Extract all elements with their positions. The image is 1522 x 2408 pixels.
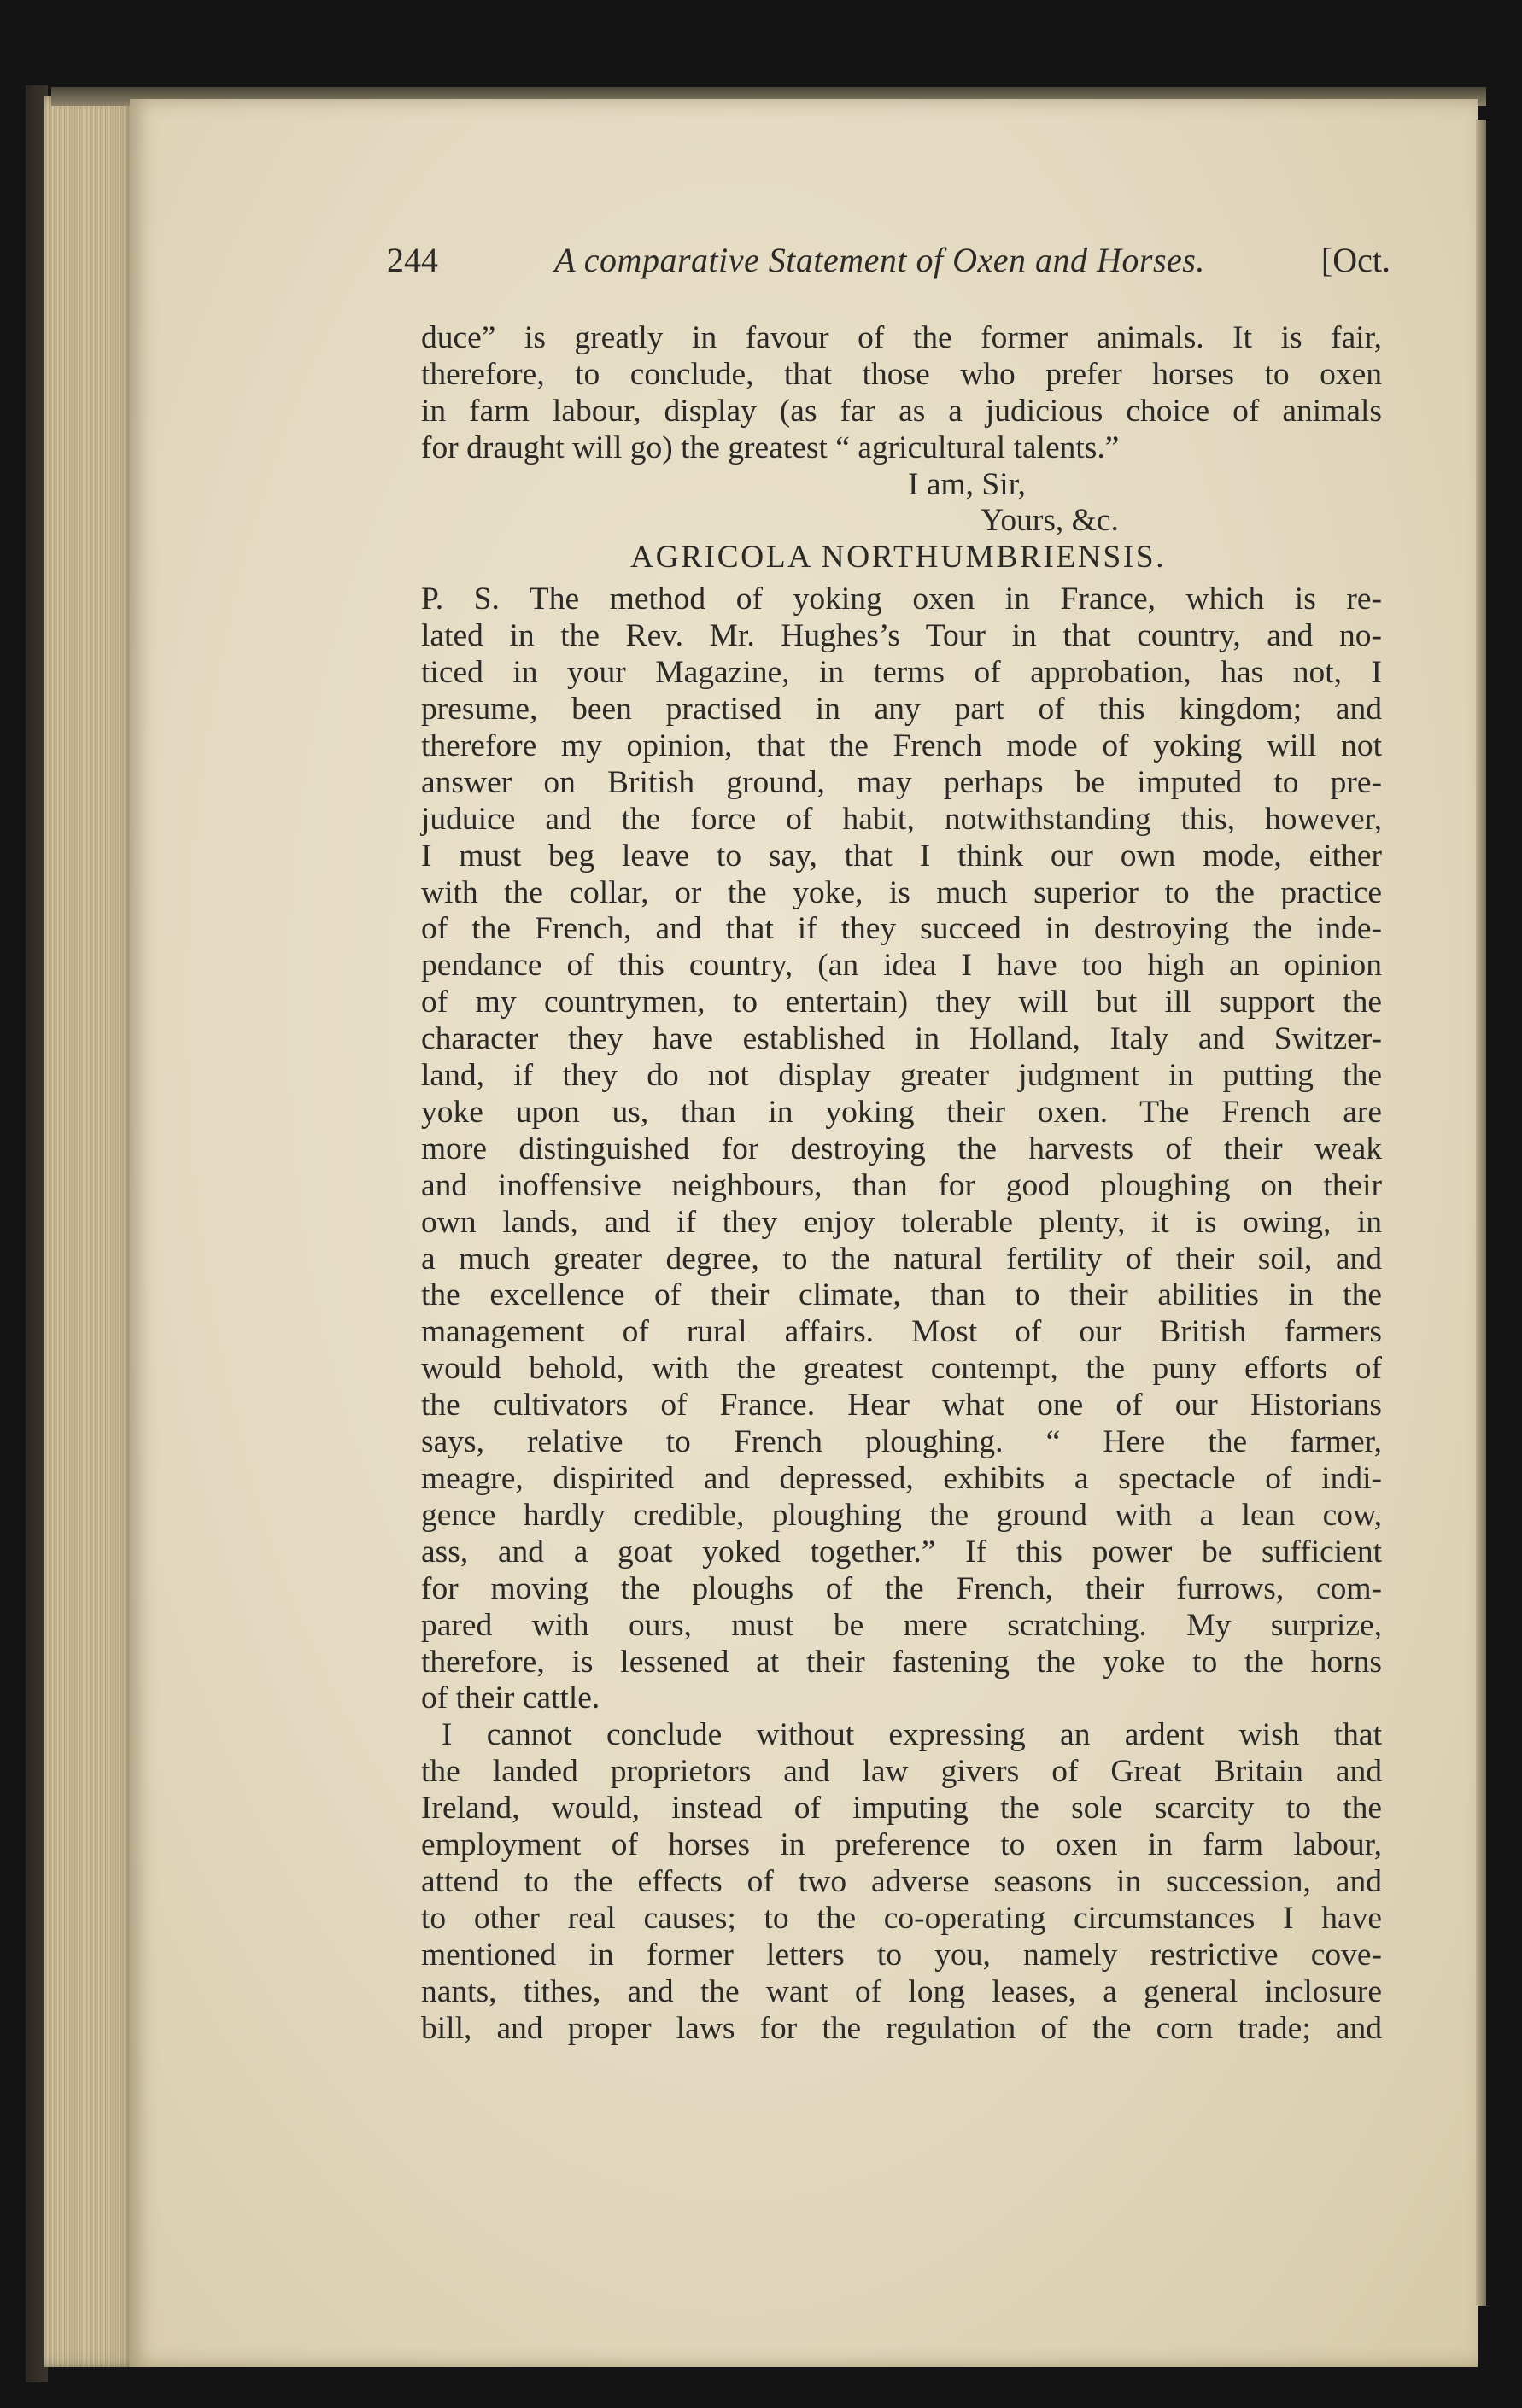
text-line: to other real causes; to the co-operating circumstances I have [421, 1900, 1382, 1936]
text-line: says, relative to French ploughing. “ Here the farmer, [421, 1424, 1382, 1460]
text-line: therefore, to conclude, that those who prefer horses to oxen [421, 356, 1382, 392]
text-line: own lands, and if they enjoy tolerable plenty, it is owing, in [421, 1204, 1382, 1240]
closing-yours: Yours, &c. [981, 503, 1119, 539]
text-line: meagre, dispirited and depressed, exhibits a spectacle of indi- [421, 1461, 1382, 1496]
text-line: and inoffensive neighbours, than for good ploughing on their [421, 1167, 1382, 1203]
text-line: juduice and the force of habit, notwithstanding this, however, [421, 801, 1382, 837]
text-line: ass, and a goat yoked together.” If this power be sufficient [421, 1534, 1382, 1569]
text-line: in farm labour, display (as far as a judicious choice of animals [421, 393, 1382, 429]
text-line: nants, tithes, and the want of long leases, a general inclosure [421, 1973, 1382, 2009]
text-line: mentioned in former letters to you, namely restrictive cove- [421, 1937, 1382, 1973]
text-line: attend to the effects of two adverse seasons in succession, and [421, 1863, 1382, 1899]
page-text [387, 241, 1390, 2048]
text-line: management of rural affairs. Most of our British farmers [421, 1314, 1382, 1350]
text-line: would behold, with the greatest contempt, the puny efforts of [421, 1351, 1382, 1387]
page-number: 244 [387, 241, 438, 279]
paragraph-opening [421, 320, 1382, 467]
text-line: with the collar, or the yoke, is much superior to the practice [421, 874, 1382, 910]
paragraph-final [421, 1717, 1382, 2047]
text-line: for moving the ploughs of the French, their furrows, com- [421, 1570, 1382, 1606]
closing-block [421, 467, 1382, 577]
page-right-edge [1476, 120, 1486, 2306]
text-line: P. S. The method of yoking oxen in France, which is re- [421, 582, 1382, 617]
text-line: character they have established in Holland, Italy and Switzer- [421, 1021, 1382, 1057]
text-line: of their cattle. [421, 1680, 600, 1716]
text-line: ticed in your Magazine, in terms of approbation, has not, I [421, 655, 1382, 691]
paragraph-ps [421, 582, 1382, 1717]
text-line: pared with ours, must be mere scratching. My surprize, [421, 1607, 1382, 1643]
text-line: land, if they do not display greater judgment in putting the [421, 1058, 1382, 1094]
text-line: of the French, and that if they succeed in destroying the inde- [421, 911, 1382, 947]
running-title: A comparative Statement of Oxen and Horses. [554, 241, 1205, 279]
text-line: I must beg leave to say, that I think our own mode, either [421, 838, 1382, 874]
text-line: more distinguished for destroying the harvests of their weak [421, 1131, 1382, 1166]
text-line: I cannot conclude without expressing an ardent wish that [442, 1717, 1382, 1753]
text-line: the landed proprietors and law givers of Great Britain and [421, 1754, 1382, 1790]
text-line: gence hardly credible, ploughing the ground with a lean cow, [421, 1497, 1382, 1533]
signature: AGRICOLA NORTHUMBRIENSIS. [630, 540, 1166, 576]
closing-salutation: I am, Sir, [908, 466, 1027, 502]
text-line: presume, been practised in any part of this kingdom; and [421, 691, 1382, 727]
text-line: lated in the Rev. Mr. Hughes’s Tour in that country, and no- [421, 618, 1382, 654]
text-line: the excellence of their climate, than to their abilities in the [421, 1277, 1382, 1313]
text-line: pendance of this country, (an idea I have too high an opinion [421, 948, 1382, 984]
text-line: yoke upon us, than in yoking their oxen. The French are [421, 1094, 1382, 1130]
page-edges [44, 96, 137, 2367]
text-line: duce” is greatly in favour of the former animals. It is fair, [421, 319, 1382, 355]
text-line: therefore, is lessened at their fastening the yoke to the horns [421, 1644, 1382, 1680]
text-line: the cultivators of France. Hear what one of our Historians [421, 1388, 1382, 1423]
text-line: answer on British ground, may perhaps be imputed to pre- [421, 764, 1382, 800]
text-line: Ireland, would, instead of imputing the sole scarcity to the [421, 1791, 1382, 1826]
header-month: [Oct. [1320, 241, 1390, 279]
text-line: of my countrymen, to entertain) they will but ill support the [421, 985, 1382, 1020]
text-line: therefore my opinion, that the French mode of yoking will not [421, 728, 1382, 763]
text-line: a much greater degree, to the natural fertility of their soil, and [421, 1241, 1382, 1277]
text-line: bill, and proper laws for the regulation of the corn trade; and [421, 2010, 1382, 2046]
text-line: for draught will go) the greatest “ agricultural talents.” [421, 430, 1120, 465]
text-line: employment of horses in preference to oxen in farm labour, [421, 1827, 1382, 1863]
running-header [387, 243, 1390, 279]
